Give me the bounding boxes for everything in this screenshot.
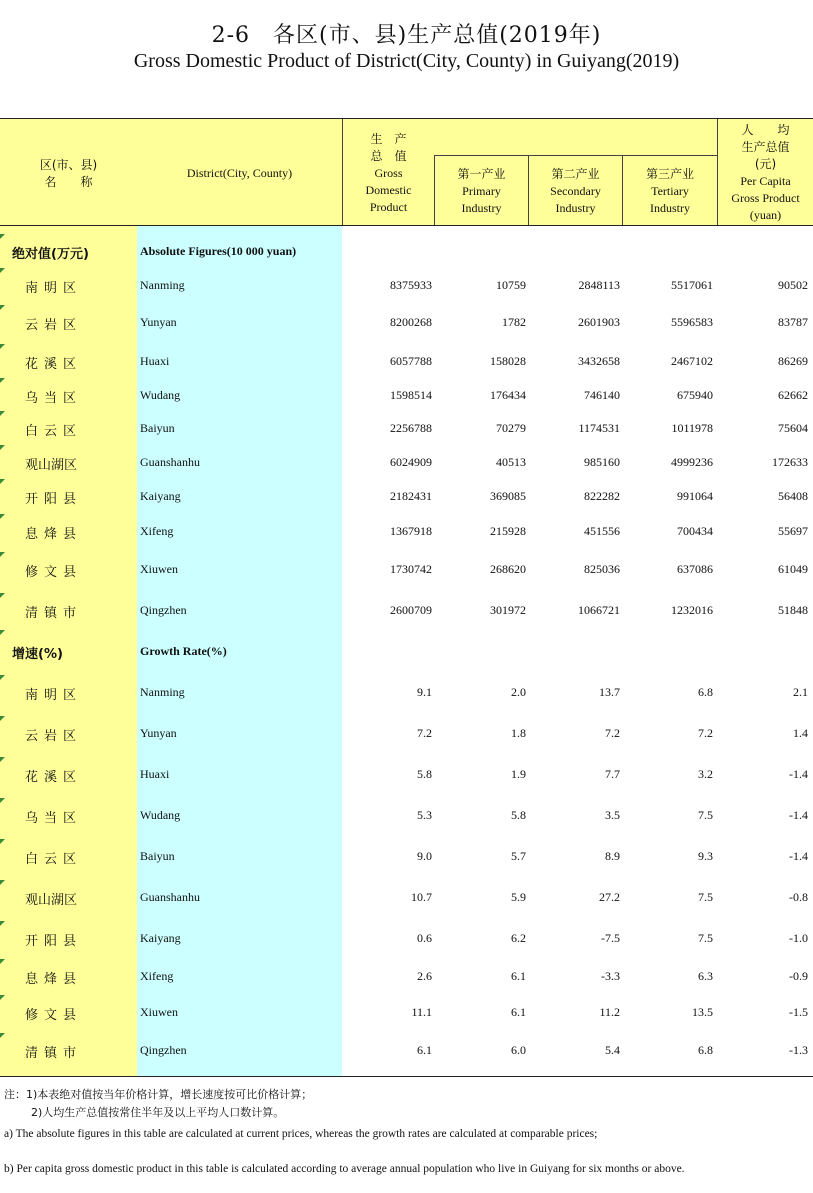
section-growth xyxy=(0,643,813,663)
primary-cell: 1.8 xyxy=(511,726,526,740)
gdp-cell: 6.1 xyxy=(417,1043,432,1057)
tertiary-cell: 7.5 xyxy=(698,890,713,904)
corner-marker xyxy=(0,798,5,803)
corner-marker xyxy=(0,411,5,416)
percap-header-line: (元) xyxy=(754,157,777,171)
gdp-header-line: 生 产 xyxy=(370,132,407,146)
percap-header xyxy=(718,122,813,224)
table-row xyxy=(0,353,813,373)
primary-cell: 1.9 xyxy=(511,767,526,781)
secondary-cell: 746140 xyxy=(584,388,620,402)
secondary-cell: 2601903 xyxy=(578,315,620,329)
tertiary-cell: 2467102 xyxy=(671,354,713,368)
note-en-a: a) The absolute figures in this table are calculated at current prices, whereas the growth rates are calculated at comparable prices; xyxy=(4,1128,598,1140)
district-cn: 修文县 xyxy=(25,1008,83,1023)
gdp-cell: 8200268 xyxy=(390,315,432,329)
district-en: Wudang xyxy=(140,388,181,402)
district-en-header xyxy=(137,165,342,182)
secondary-cell: 7.7 xyxy=(605,767,620,781)
primary-cell: 6.1 xyxy=(511,969,526,983)
percap-header-line: (yuan) xyxy=(749,208,782,222)
secondary-header xyxy=(529,166,622,217)
table-row xyxy=(0,488,813,508)
gdp-cell: 1367918 xyxy=(390,524,432,538)
percap-cell: 61049 xyxy=(778,562,808,576)
secondary-cell: 1066721 xyxy=(578,603,620,617)
table-row xyxy=(0,277,813,297)
tertiary-cell: 700434 xyxy=(677,524,713,538)
secondary-cell: -3.3 xyxy=(601,969,620,983)
primary-cell: 70279 xyxy=(496,421,526,435)
corner-marker xyxy=(0,1033,5,1038)
secondary-cell: 8.9 xyxy=(605,849,620,863)
district-cn: 白云区 xyxy=(25,852,83,867)
district-en: Nanming xyxy=(140,278,185,292)
secondary-cell: 3432658 xyxy=(578,354,620,368)
corner-marker xyxy=(0,514,5,519)
tertiary-cell: 6.8 xyxy=(698,1043,713,1057)
primary-cell: 5.7 xyxy=(511,849,526,863)
tertiary-cell: 1011978 xyxy=(671,421,713,435)
primary-header-line: Primary xyxy=(462,184,501,198)
percap-cell: 75604 xyxy=(778,421,808,435)
primary-cell: 5.8 xyxy=(511,808,526,822)
tertiary-cell: 4999236 xyxy=(671,455,713,469)
table-bottom-rule xyxy=(0,1076,813,1077)
section-growth-cn: 增速(%) xyxy=(12,647,63,662)
percap-header-line: Gross Product xyxy=(731,191,800,205)
district-cn-header-line: 区(市、县) xyxy=(39,158,98,172)
percap-cell: 90502 xyxy=(778,278,808,292)
corner-marker xyxy=(0,593,5,598)
district-cn: 白云区 xyxy=(25,424,83,439)
corner-marker xyxy=(0,552,5,557)
percap-cell: -1.3 xyxy=(789,1043,808,1057)
secondary-cell: 2848113 xyxy=(578,278,620,292)
percap-cell: 55697 xyxy=(778,524,808,538)
gdp-cell: 7.2 xyxy=(417,726,432,740)
primary-cell: 6.1 xyxy=(511,1005,526,1019)
gdp-cell: 1598514 xyxy=(390,388,432,402)
gdp-cell: 2.6 xyxy=(417,969,432,983)
district-cn: 清镇市 xyxy=(25,1046,83,1061)
table-row xyxy=(0,725,813,745)
corner-marker xyxy=(0,445,5,450)
percap-header-line: 人 均 xyxy=(741,123,790,137)
header-bottom-rule xyxy=(0,225,813,226)
table-row xyxy=(0,889,813,909)
district-cn: 花溪区 xyxy=(25,770,83,785)
tertiary-cell: 9.3 xyxy=(698,849,713,863)
gdp-cell: 5.3 xyxy=(417,808,432,822)
primary-header-line: 第一产业 xyxy=(457,167,506,181)
corner-marker xyxy=(0,880,5,885)
percap-cell: -1.4 xyxy=(789,849,808,863)
tertiary-cell: 6.8 xyxy=(698,685,713,699)
note-en-b: b) Per capita gross domestic product in this table is calculated according to average annual population who live in Guiyang for six months or above. xyxy=(4,1163,685,1175)
secondary-cell: 822282 xyxy=(584,489,620,503)
gdp-header-line: 总 值 xyxy=(370,149,407,163)
district-cn: 南明区 xyxy=(25,688,83,703)
tertiary-cell: 13.5 xyxy=(692,1005,713,1019)
district-en: Xiuwen xyxy=(140,562,178,576)
district-en: Huaxi xyxy=(140,354,170,368)
corner-marker xyxy=(0,268,5,273)
secondary-cell: 5.4 xyxy=(605,1043,620,1057)
table-row xyxy=(0,968,813,988)
percap-header-line: Per Capita xyxy=(740,174,791,188)
primary-cell: 6.2 xyxy=(511,931,526,945)
corner-marker xyxy=(0,305,5,310)
primary-cell: 2.0 xyxy=(511,685,526,699)
gdp-cell: 5.8 xyxy=(417,767,432,781)
primary-cell: 176434 xyxy=(490,388,526,402)
district-en: Yunyan xyxy=(140,726,177,740)
gdp-header-line: Product xyxy=(369,200,408,214)
table-row xyxy=(0,387,813,407)
percap-header-line: 生产总值 xyxy=(741,140,790,154)
primary-cell: 10759 xyxy=(496,278,526,292)
tertiary-header-line: 第三产业 xyxy=(645,167,694,181)
district-cn: 息烽县 xyxy=(25,972,83,987)
gdp-cell: 9.0 xyxy=(417,849,432,863)
table-row xyxy=(0,1042,813,1062)
district-cn: 乌当区 xyxy=(25,391,83,406)
corner-marker xyxy=(0,344,5,349)
primary-cell: 40513 xyxy=(496,455,526,469)
secondary-header-line: Industry xyxy=(555,201,596,215)
percap-cell: 86269 xyxy=(778,354,808,368)
table-row xyxy=(0,766,813,786)
district-en: Kaiyang xyxy=(140,489,181,503)
tertiary-cell: 7.2 xyxy=(698,726,713,740)
tertiary-cell: 7.5 xyxy=(698,931,713,945)
table-top-rule xyxy=(0,118,813,119)
tertiary-cell: 7.5 xyxy=(698,808,713,822)
district-en: Yunyan xyxy=(140,315,177,329)
primary-header xyxy=(435,166,528,217)
secondary-cell: 985160 xyxy=(584,455,620,469)
primary-cell: 5.9 xyxy=(511,890,526,904)
district-cn: 开阳县 xyxy=(25,492,83,507)
note-cn-1: 注：1)本表绝对值按当年价格计算，增长速度按可比价格计算； xyxy=(4,1088,313,1101)
tertiary-cell: 3.2 xyxy=(698,767,713,781)
district-en: Qingzhen xyxy=(140,1043,187,1057)
primary-cell: 1782 xyxy=(502,315,526,329)
secondary-cell: 11.2 xyxy=(599,1005,620,1019)
tertiary-header xyxy=(623,166,717,217)
percap-cell: 62662 xyxy=(778,388,808,402)
district-en: Guanshanhu xyxy=(140,455,200,469)
district-cn: 息烽县 xyxy=(25,527,83,542)
primary-cell: 158028 xyxy=(490,354,526,368)
percap-cell: -1.4 xyxy=(789,808,808,822)
table-row xyxy=(0,807,813,827)
district-cn: 乌当区 xyxy=(25,811,83,826)
district-en: Qingzhen xyxy=(140,603,187,617)
corner-marker xyxy=(0,479,5,484)
gdp-cell: 6024909 xyxy=(390,455,432,469)
district-cn: 云岩区 xyxy=(25,729,83,744)
section-absolute xyxy=(0,243,813,263)
page-title-en: Gross Domestic Product of District(City, County) in Guiyang(2019) xyxy=(133,50,680,72)
district-en: Baiyun xyxy=(140,849,175,863)
percap-cell: -1.5 xyxy=(789,1005,808,1019)
corner-marker xyxy=(0,839,5,844)
note-cn-2: 2)人均生产总值按常住半年及以上平均人口数计算。 xyxy=(31,1106,285,1119)
table-row xyxy=(0,561,813,581)
district-cn: 云岩区 xyxy=(25,318,83,333)
percap-cell: 83787 xyxy=(778,315,808,329)
percap-cell: 2.1 xyxy=(793,685,808,699)
secondary-cell: 27.2 xyxy=(599,890,620,904)
gdp-header-line: Domestic xyxy=(365,183,412,197)
district-en: Xifeng xyxy=(140,969,174,983)
district-cn-header-line: 名 称 xyxy=(44,175,93,189)
corner-marker xyxy=(0,959,5,964)
corner-marker xyxy=(0,995,5,1000)
district-cn: 花溪区 xyxy=(25,357,83,372)
tertiary-cell: 6.3 xyxy=(698,969,713,983)
primary-cell: 215928 xyxy=(490,524,526,538)
header-subrule xyxy=(434,155,717,156)
section-growth-en: Growth Rate(%) xyxy=(140,644,227,658)
primary-header-line: Industry xyxy=(461,201,502,215)
table-row xyxy=(0,523,813,543)
secondary-header-line: 第二产业 xyxy=(551,167,600,181)
percap-cell: 56408 xyxy=(778,489,808,503)
corner-marker xyxy=(0,757,5,762)
district-cn: 修文县 xyxy=(25,565,83,580)
table-row xyxy=(0,848,813,868)
corner-marker xyxy=(0,378,5,383)
table-row xyxy=(0,314,813,334)
district-en: Kaiyang xyxy=(140,931,181,945)
percap-cell: 172633 xyxy=(772,455,808,469)
percap-cell: -1.4 xyxy=(789,767,808,781)
district-en: Wudang xyxy=(140,808,181,822)
primary-cell: 301972 xyxy=(490,603,526,617)
gdp-cell: 6057788 xyxy=(390,354,432,368)
district-en: Xifeng xyxy=(140,524,174,538)
district-cn: 南明区 xyxy=(25,281,83,296)
corner-marker xyxy=(0,921,5,926)
gdp-cell: 10.7 xyxy=(411,890,432,904)
tertiary-cell: 5596583 xyxy=(671,315,713,329)
gdp-cell: 11.1 xyxy=(411,1005,432,1019)
percap-cell: 51848 xyxy=(778,603,808,617)
secondary-cell: 1174531 xyxy=(578,421,620,435)
gdp-header xyxy=(343,131,434,216)
primary-cell: 268620 xyxy=(490,562,526,576)
gdp-cell: 2600709 xyxy=(390,603,432,617)
gdp-cell: 9.1 xyxy=(417,685,432,699)
district-en: Guanshanhu xyxy=(140,890,200,904)
gdp-header-line: Gross xyxy=(374,166,403,180)
gdp-cell: 2256788 xyxy=(390,421,432,435)
district-cn: 观山湖区 xyxy=(25,893,78,908)
district-en: Nanming xyxy=(140,685,185,699)
percap-cell: 1.4 xyxy=(793,726,808,740)
secondary-header-line: Secondary xyxy=(550,184,601,198)
secondary-cell: 13.7 xyxy=(599,685,620,699)
district-cn: 开阳县 xyxy=(25,934,83,949)
tertiary-header-line: Tertiary xyxy=(651,184,689,198)
percap-cell: -0.9 xyxy=(789,969,808,983)
section-absolute-en: Absolute Figures(10 000 yuan) xyxy=(140,244,297,258)
district-en: Xiuwen xyxy=(140,1005,178,1019)
tertiary-cell: 991064 xyxy=(677,489,713,503)
tertiary-cell: 675940 xyxy=(677,388,713,402)
district-en: Huaxi xyxy=(140,767,170,781)
gdp-cell: 0.6 xyxy=(417,931,432,945)
secondary-cell: 3.5 xyxy=(605,808,620,822)
table-row xyxy=(0,454,813,474)
page-title-cn: 2-6 各区(市、县)生产总值(2019年) xyxy=(211,23,602,48)
table-row xyxy=(0,684,813,704)
district-cn-header xyxy=(0,157,137,191)
percap-cell: -0.8 xyxy=(789,890,808,904)
gdp-cell: 8375933 xyxy=(390,278,432,292)
tertiary-header-line: Industry xyxy=(650,201,690,215)
table-row xyxy=(0,420,813,440)
primary-cell: 369085 xyxy=(490,489,526,503)
table-row xyxy=(0,1004,813,1024)
tertiary-cell: 5517061 xyxy=(671,278,713,292)
tertiary-cell: 637086 xyxy=(677,562,713,576)
secondary-cell: -7.5 xyxy=(601,931,620,945)
percap-cell: -1.0 xyxy=(789,931,808,945)
table-row xyxy=(0,930,813,950)
corner-marker xyxy=(0,234,5,239)
table-row xyxy=(0,602,813,622)
secondary-cell: 7.2 xyxy=(605,726,620,740)
corner-marker xyxy=(0,716,5,721)
gdp-cell: 1730742 xyxy=(390,562,432,576)
district-en: Baiyun xyxy=(140,421,175,435)
corner-marker xyxy=(0,675,5,680)
district-cn: 观山湖区 xyxy=(25,458,78,473)
secondary-cell: 825036 xyxy=(584,562,620,576)
corner-marker xyxy=(0,630,5,635)
district-en-header-line: District(City, County) xyxy=(186,166,293,180)
tertiary-cell: 1232016 xyxy=(671,603,713,617)
section-absolute-cn: 绝对值(万元) xyxy=(12,247,89,262)
secondary-cell: 451556 xyxy=(584,524,620,538)
gdp-cell: 2182431 xyxy=(390,489,432,503)
primary-cell: 6.0 xyxy=(511,1043,526,1057)
district-cn: 清镇市 xyxy=(25,606,83,621)
